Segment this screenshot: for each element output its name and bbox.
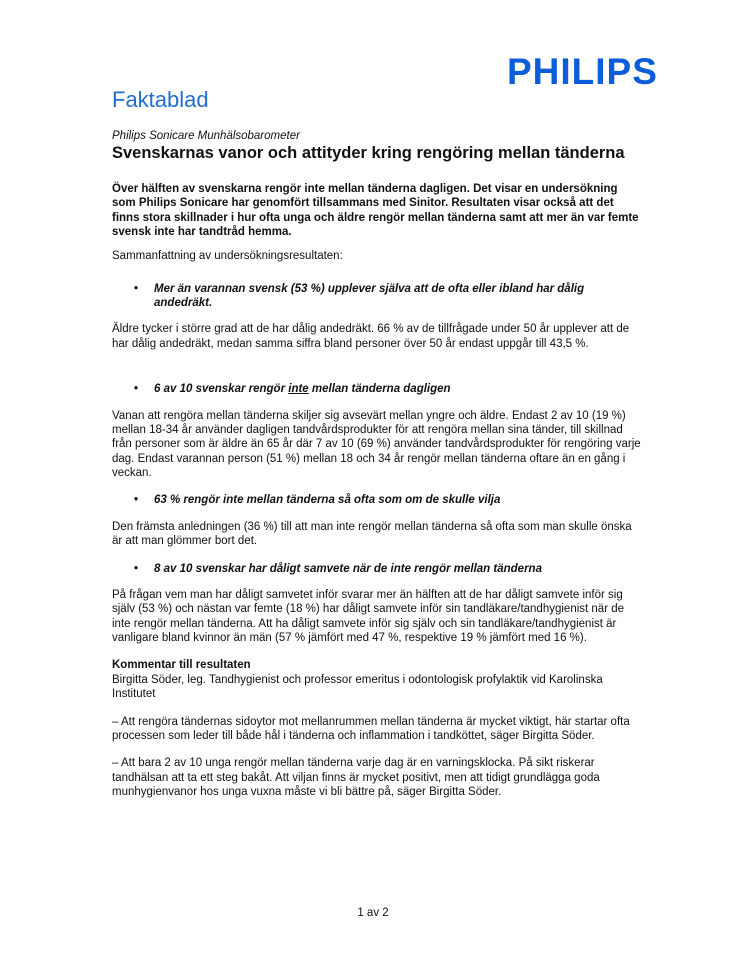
document-type: Faktablad xyxy=(112,87,209,112)
finding-bullet-1 xyxy=(112,282,642,311)
document-content xyxy=(112,88,642,812)
finding-bullet-text: 63 % rengör inte mellan tänderna så ofta som om de skulle vilja xyxy=(154,494,501,507)
finding-bullet-text-after: mellan tänderna dagligen xyxy=(308,383,451,396)
comment-quote-2: – Att bara 2 av 10 unga rengör mellan tänderna varje dag är en varningsklocka. På sikt riskerar tandhälsan att ta ett steg bakåt. Att viljan finns är mycket positivt, men att tidigt grundlägga goda munhygienvanor hos unga vuxna måste vi bli bättre på, säger Birgitta Söder. xyxy=(112,757,600,799)
spacer xyxy=(112,364,642,382)
document-headline: Svenskarnas vanor och attityder kring rengöring mellan tänderna xyxy=(112,143,625,162)
comment-quote-1: – Att rengöra tändernas sidoytor mot mellanrummen mellan tänderna är mycket viktigt, här startar ofta processen som leder till både hål i tänderna och inflammation i tandköttet, säger Birgitta Söder. xyxy=(112,715,630,742)
comment-author: Birgitta Söder, leg. Tandhygienist och professor emeritus i odontologisk profylaktik vid Karolinska Institutet xyxy=(112,673,603,701)
finding-body-4: På frågan vem man har dåligt samvetet inför svarar mer än hälften att de har dåligt samvete inför sig själv (53 %) och nästan var femte (18 %) har dåligt samvete inför sin tandläkare/tandhygienist när de inte rengör mellan tänderna. Att ha dåligt samvete inför sig själv och sin tandläkare/tandhygienist är vanligare bland kvinnor än män (57 % jämfört med 47 %, respektive 19 % jämfört med 16 %). xyxy=(112,588,625,645)
finding-bullet-text: 8 av 10 svenskar har dåligt samvete när de inte rengör mellan tänderna xyxy=(154,562,542,575)
finding-body-1: Äldre tycker i större grad att de har dålig andedräkt. 66 % av de tillfrågade under 50 år upplever att de har dålig andedräkt, medan samma siffra bland personer över 50 år endast uppgår till 43,5 %. xyxy=(112,323,630,350)
finding-bullet-text-before: 6 av 10 svenskar rengör xyxy=(154,383,289,396)
bullet-dot-icon: • xyxy=(134,562,139,575)
comment-heading: Kommentar till resultaten xyxy=(112,659,251,672)
finding-bullet-2 xyxy=(112,382,642,396)
philips-logo: PHILIPS xyxy=(507,51,658,92)
bullet-dot-icon: • xyxy=(134,494,139,507)
finding-body-2: Vanan att rengöra mellan tänderna skiljer sig avsevärt mellan yngre och äldre. Endast 2 av 10 (19 %) mellan 18-34 år använder dagligen tandvårdsprodukter för att rengöra mellan sina tänder, till skillnad från personer som är äldre än 65 år där 7 av 10 (69 %) använder tandvårdsprodukter för rengöring varje dag. Endast varannan person (51 %) mellan 18 och 34 år rengör mellan tänderna oftare än en gång i veckan. xyxy=(112,409,641,480)
lead-paragraph: Över hälften av svenskarna rengör inte mellan tänderna dagligen. Det visar en undersökning som Philips Sonicare har genomfört tillsammans med Sinitor. Resultaten visar också att det finns stora skillnader i hur ofta unga och äldre rengör mellan tänderna samt att mer än var femte svensk inte har tandtråd hemma. xyxy=(112,182,639,238)
finding-bullet-text: Mer än varannan svensk (53 %) upplever själva att de ofta eller ibland har dålig andedräkt. xyxy=(154,282,585,310)
finding-bullet-emphasis: inte xyxy=(288,383,309,396)
page-indicator: 1 av 2 xyxy=(357,907,389,919)
finding-bullet-4 xyxy=(112,562,642,576)
bullet-dot-icon: • xyxy=(134,383,139,396)
finding-body-3: Den främsta anledningen (36 %) till att man inte rengör mellan tänderna så ofta som man skulle önska är att man glömmer bort det. xyxy=(112,520,632,548)
document-subtitle: Philips Sonicare Munhälsobarometer xyxy=(112,130,300,143)
bullet-dot-icon: • xyxy=(134,282,139,295)
summary-intro: Sammanfattning av undersökningsresultaten: xyxy=(112,250,343,263)
finding-bullet-3 xyxy=(112,493,642,507)
